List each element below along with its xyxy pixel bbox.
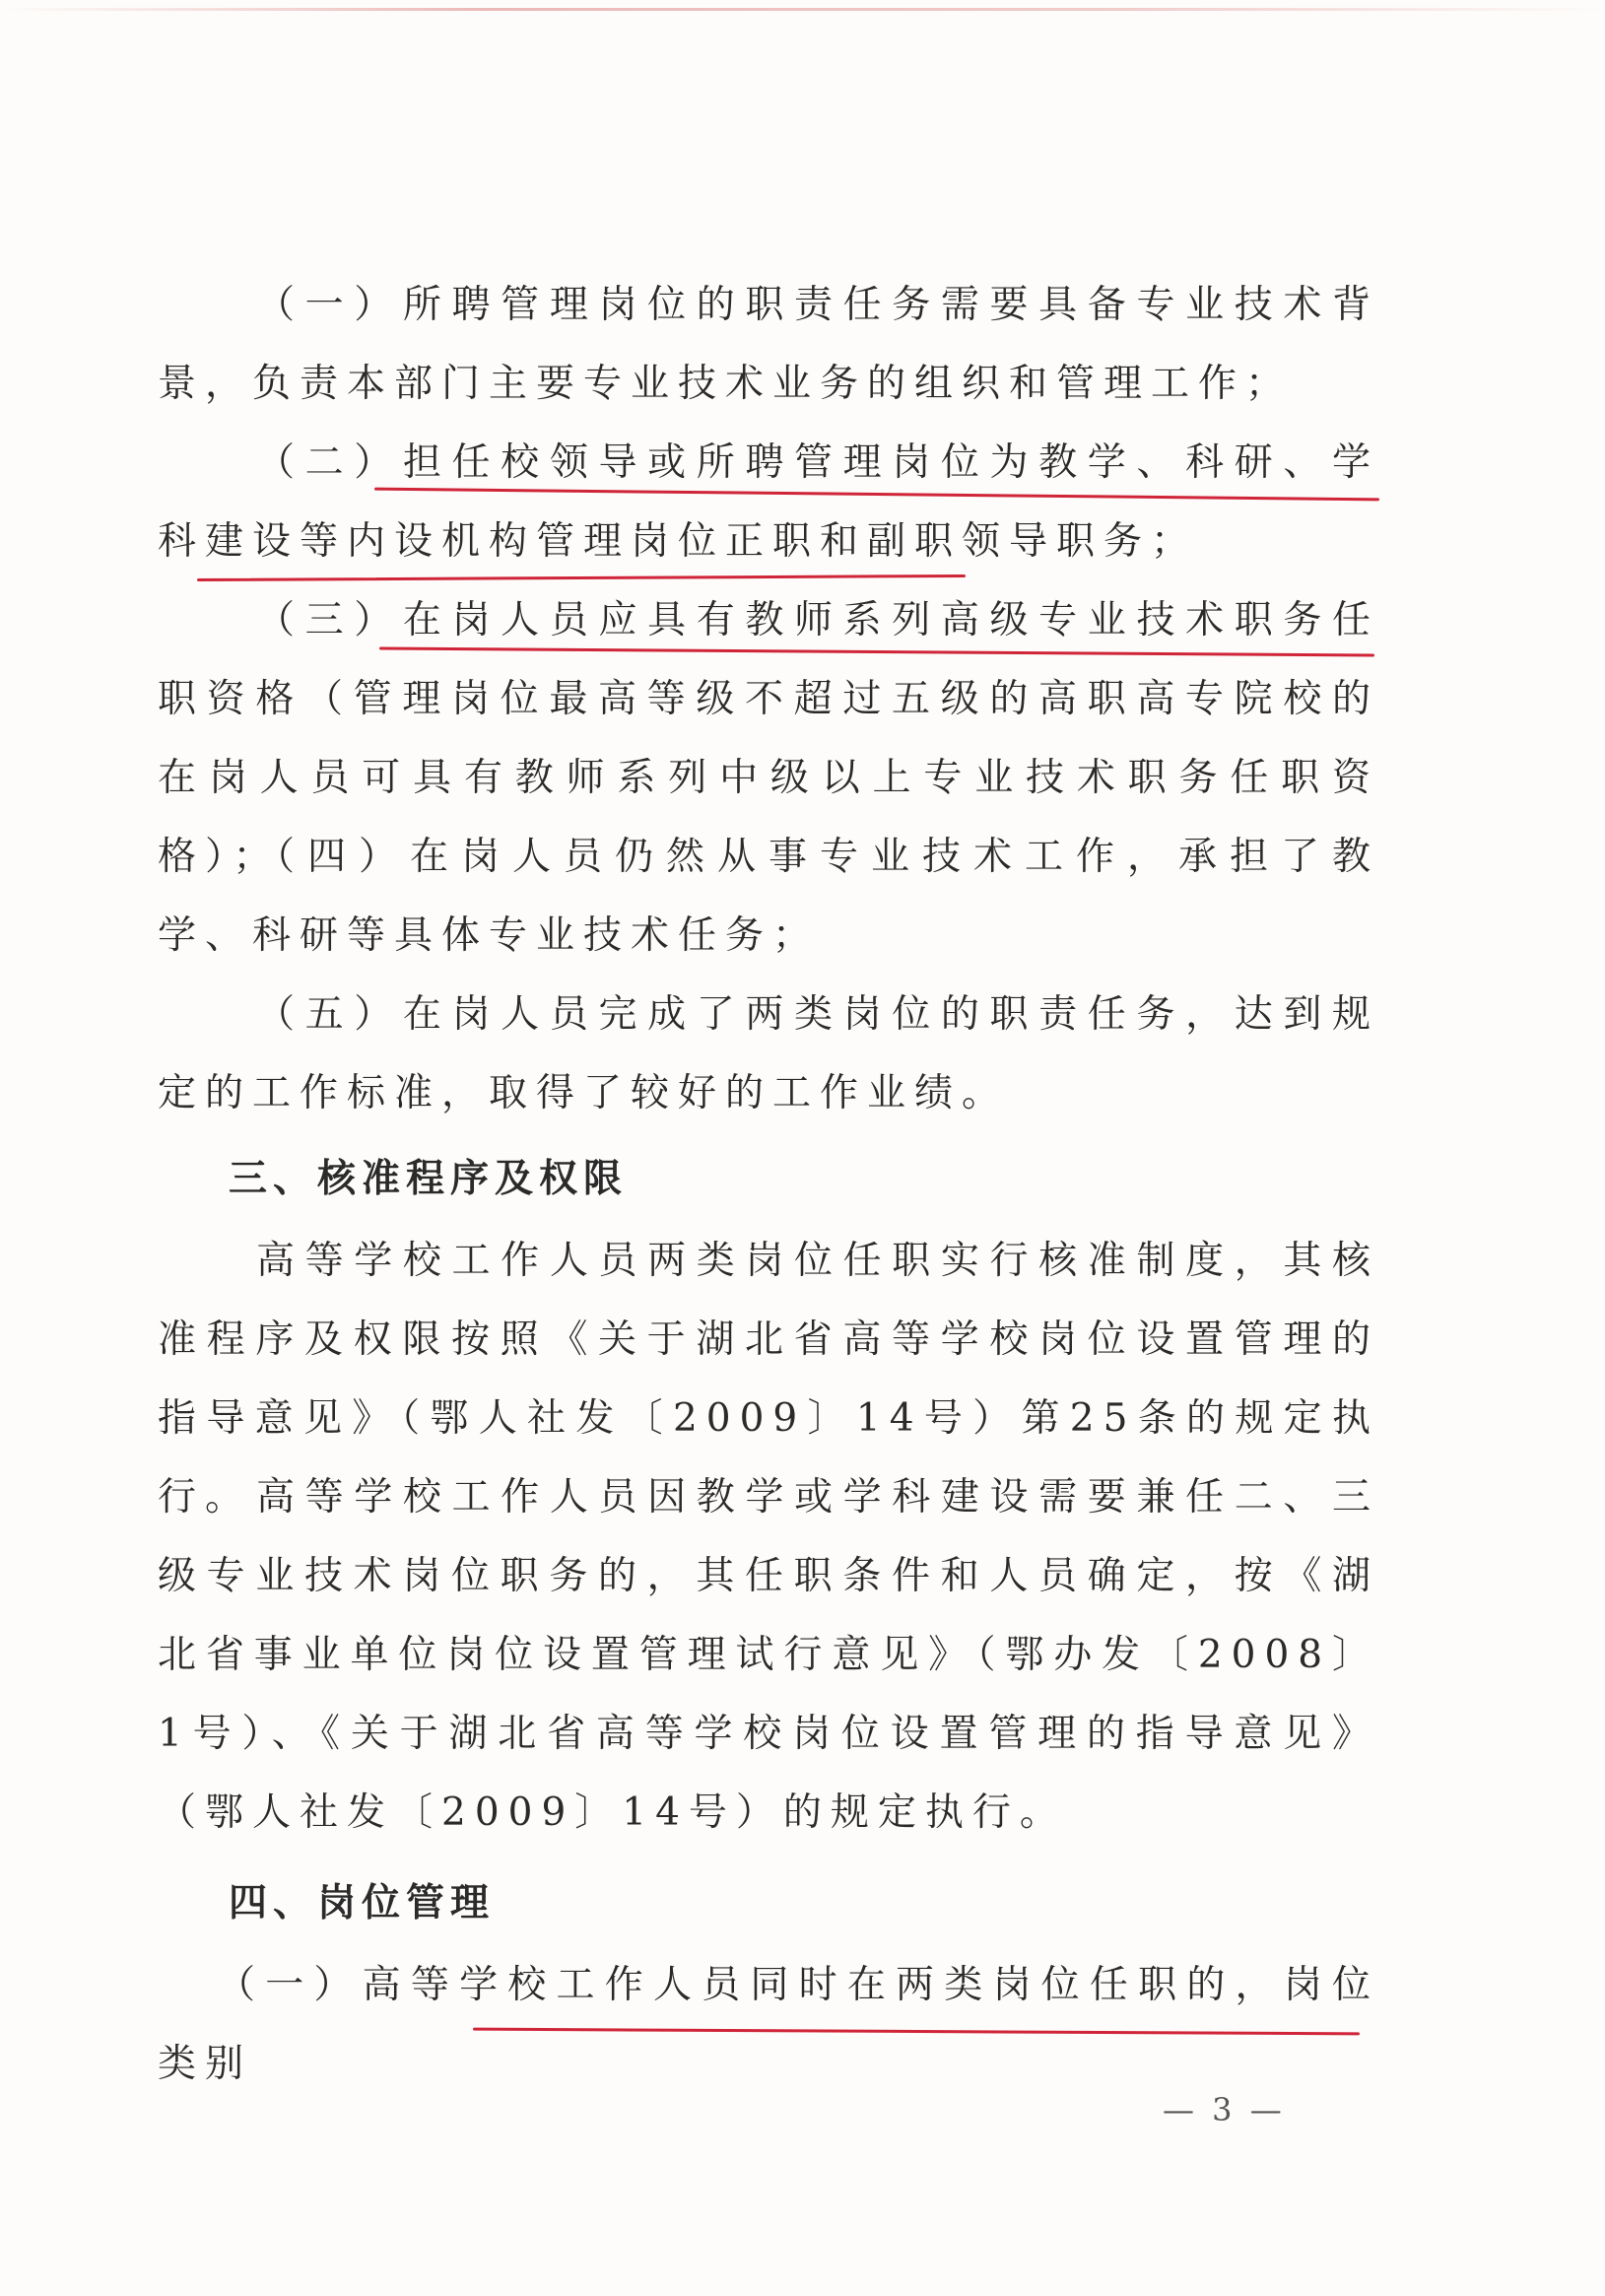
criterion-paragraph-2: （二）担任校领导或所聘管理岗位为教学、科研、学科建设等内设机构管理岗位正职和副职领导职务； — [158, 440, 1379, 564]
page-number: — 3 — — [1163, 2091, 1286, 2128]
section-heading-4: 四、岗位管理 — [229, 1881, 496, 1925]
criterion-paragraph-1: （一）所聘管理岗位的职责任务需要具备专业技术背景，负责本部门主要专业技术业务的组织和管理工作； — [158, 283, 1379, 406]
section4-paragraph-1: （一）高等学校工作人员同时在两类岗位任职的，岗位类别 — [158, 1963, 1379, 2086]
criterion-paragraph-3: （三）在岗人员应具有教师系列高级专业技术职务任职资格（管理岗位最高等级不超过五级的高职高专院校的在岗人员可具有教师系列中级以上专业技术职务任职资格）； — [158, 598, 1379, 879]
criterion-paragraph-4: （四）在岗人员仍然从事专业技术工作，承担了教学、科研等具体专业技术任务； — [158, 835, 1379, 958]
section3-paragraph-2: 高等学校工作人员因教学或学科建设需要兼任二、三级专业技术岗位职务的，其任职条件和人员确定，按《湖北省事业单位岗位设置管理试行意见》（鄂办发〔2008〕1号）、《关于湖北省高等学校岗位设置管理的指导意见》（鄂人社发〔2009〕14号）的规定执行。 — [158, 1475, 1379, 1835]
section3-paragraph-1: 高等学校工作人员两类岗位任职实行核准制度，其核准程序及权限按照《关于湖北省高等学校岗位设置管理的指导意见》（鄂人社发〔2009〕14号）第25条的规定执行。 — [158, 1239, 1379, 1519]
criterion-paragraph-5: （五）在岗人员完成了两类岗位的职责任务，达到规定的工作标准，取得了较好的工作业绩。 — [158, 992, 1379, 1115]
page-top-edge — [0, 8, 1605, 11]
section-heading-3: 三、核准程序及权限 — [229, 1157, 629, 1201]
